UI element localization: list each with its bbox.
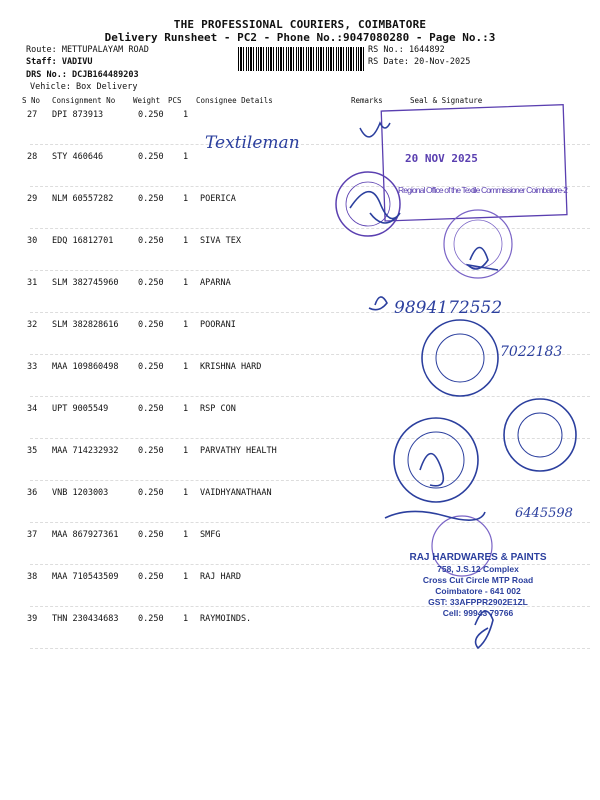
drs-label: DRS No.: DCJB164489203	[26, 70, 139, 80]
row-weight: 0.250	[138, 152, 164, 162]
row-divider	[30, 480, 590, 481]
row-consignee: KRISHNA HARD	[200, 362, 262, 372]
row-weight: 0.250	[138, 404, 164, 414]
row-consignee: RSP CON	[200, 404, 236, 414]
col-remarks: Remarks	[351, 96, 383, 105]
row-weight: 0.250	[138, 488, 164, 498]
raj-stamp-cell: Cell: 99943 79766	[442, 608, 514, 618]
table-row	[0, 362, 600, 404]
table-row	[0, 320, 600, 362]
row-consignment: DPI 873913	[52, 110, 104, 120]
row-pcs: 1	[183, 488, 189, 498]
raj-stamp-address-3: Coimbatore - 641 002	[435, 586, 521, 596]
row-pcs: 1	[183, 404, 189, 414]
col-details: Consignee Details	[196, 96, 273, 105]
row-consignment: MAA 710543509	[52, 572, 119, 582]
row-pcs: 1	[183, 446, 189, 456]
row-consignment: UPT 9005549	[52, 404, 109, 414]
row-divider	[30, 228, 590, 229]
row-divider	[30, 522, 590, 523]
row-consignee: PARVATHY HEALTH	[200, 446, 277, 456]
row-sno: 28	[27, 152, 38, 162]
row-pcs: 1	[183, 152, 189, 162]
row-consignee: RAYMOINDS.	[200, 614, 252, 624]
col-pcs: PCS	[168, 96, 182, 105]
row-consignee: SIVA TEX	[200, 236, 241, 246]
company-title: THE PROFESSIONAL COURIERS, COIMBATORE	[173, 18, 427, 31]
row-weight: 0.250	[138, 530, 164, 540]
row-consignee: RAJ HARD	[200, 572, 241, 582]
col-consignment: Consignment No	[52, 96, 116, 105]
col-sno: S No	[22, 96, 41, 105]
row-consignee: APARNA	[200, 278, 231, 288]
row-consignment: THN 230434683	[52, 614, 119, 624]
row-weight: 0.250	[138, 194, 164, 204]
row-pcs: 1	[183, 530, 189, 540]
row-divider	[30, 186, 590, 187]
row-sno: 32	[27, 320, 38, 330]
row-divider	[30, 270, 590, 271]
row-divider	[30, 438, 590, 439]
row-weight: 0.250	[138, 278, 164, 288]
row-divider	[30, 354, 590, 355]
route-label: Route: METTUPALAYAM ROAD	[26, 45, 149, 55]
raj-stamp-address-1: 758, J.S.12 Complex	[437, 564, 519, 574]
row-consignment: STY 460646	[52, 152, 104, 162]
raj-stamp-name: RAJ HARDWARES & PAINTS	[409, 552, 547, 563]
row-consignment: VNB 1203003	[52, 488, 109, 498]
row-weight: 0.250	[138, 320, 164, 330]
col-weight: Weight	[133, 96, 161, 105]
barcode	[238, 47, 364, 71]
vehicle-label: Vehicle: Box Delivery	[30, 82, 138, 92]
row-consignment: SLM 382828616	[52, 320, 119, 330]
col-seal-signature: Seal & Signature	[410, 96, 483, 105]
staff-label: Staff: VADIVU	[26, 57, 93, 67]
row-consignee: VAIDHYANATHAAN	[200, 488, 272, 498]
row-consignee: POERICA	[200, 194, 236, 204]
table-row	[0, 530, 600, 572]
table-row	[0, 446, 600, 488]
row-sno: 31	[27, 278, 38, 288]
table-row	[0, 236, 600, 278]
row-pcs: 1	[183, 236, 189, 246]
row-sno: 33	[27, 362, 38, 372]
row-weight: 0.250	[138, 362, 164, 372]
row-weight: 0.250	[138, 110, 164, 120]
row-consignment: MAA 867927361	[52, 530, 119, 540]
row-weight: 0.250	[138, 572, 164, 582]
table-row	[0, 614, 600, 656]
row-divider	[30, 144, 590, 145]
table-row	[0, 194, 600, 236]
row-consignment: NLM 60557282	[52, 194, 114, 204]
row-consignee: SMFG	[200, 530, 221, 540]
runsheet-subtitle: Delivery Runsheet - PC2 - Phone No.:9047080280 - Page No.:3	[104, 31, 496, 44]
table-row	[0, 152, 600, 194]
rs-number: RS No.: 1644892	[368, 45, 445, 55]
row-consignment: SLM 382745960	[52, 278, 119, 288]
row-consignee: POORANI	[200, 320, 236, 330]
row-consignment: MAA 109860498	[52, 362, 119, 372]
table-row	[0, 488, 600, 530]
row-divider	[30, 396, 590, 397]
row-sno: 29	[27, 194, 38, 204]
table-row	[0, 404, 600, 446]
row-sno: 35	[27, 446, 38, 456]
row-divider	[30, 564, 590, 565]
row-sno: 38	[27, 572, 38, 582]
row-sno: 27	[27, 110, 38, 120]
row-pcs: 1	[183, 614, 189, 624]
handwriting-phone-1: 9894172552	[394, 298, 503, 318]
row-sno: 34	[27, 404, 38, 414]
handwriting-textileman: Textileman	[205, 133, 300, 153]
handwriting-phone-3: 6445598	[515, 506, 573, 521]
textile-stamp-office: Regional Office of the Textile Commissioner Coimbatore-2	[398, 185, 568, 195]
row-sno: 39	[27, 614, 38, 624]
row-weight: 0.250	[138, 236, 164, 246]
row-pcs: 1	[183, 194, 189, 204]
row-consignment: EDQ 16812701	[52, 236, 114, 246]
table-row	[0, 110, 600, 152]
row-pcs: 1	[183, 362, 189, 372]
row-pcs: 1	[183, 572, 189, 582]
row-sno: 30	[27, 236, 38, 246]
table-row	[0, 572, 600, 614]
textile-stamp-date: 20 NOV 2025	[405, 152, 478, 165]
row-consignment: MAA 714232932	[52, 446, 119, 456]
handwriting-phone-2: 7022183	[500, 344, 563, 360]
raj-stamp-address-2: Cross Cut Circle MTP Road	[422, 575, 534, 585]
row-weight: 0.250	[138, 614, 164, 624]
row-sno: 36	[27, 488, 38, 498]
row-pcs: 1	[183, 278, 189, 288]
rs-date: RS Date: 20-Nov-2025	[368, 57, 471, 67]
row-pcs: 1	[183, 320, 189, 330]
row-divider	[30, 312, 590, 313]
table-row	[0, 278, 600, 320]
row-pcs: 1	[183, 110, 189, 120]
row-divider	[30, 606, 590, 607]
row-divider	[30, 648, 590, 649]
raj-stamp-gst: GST: 33AFPPR2902E1ZL	[428, 597, 528, 607]
row-weight: 0.250	[138, 446, 164, 456]
row-sno: 37	[27, 530, 38, 540]
